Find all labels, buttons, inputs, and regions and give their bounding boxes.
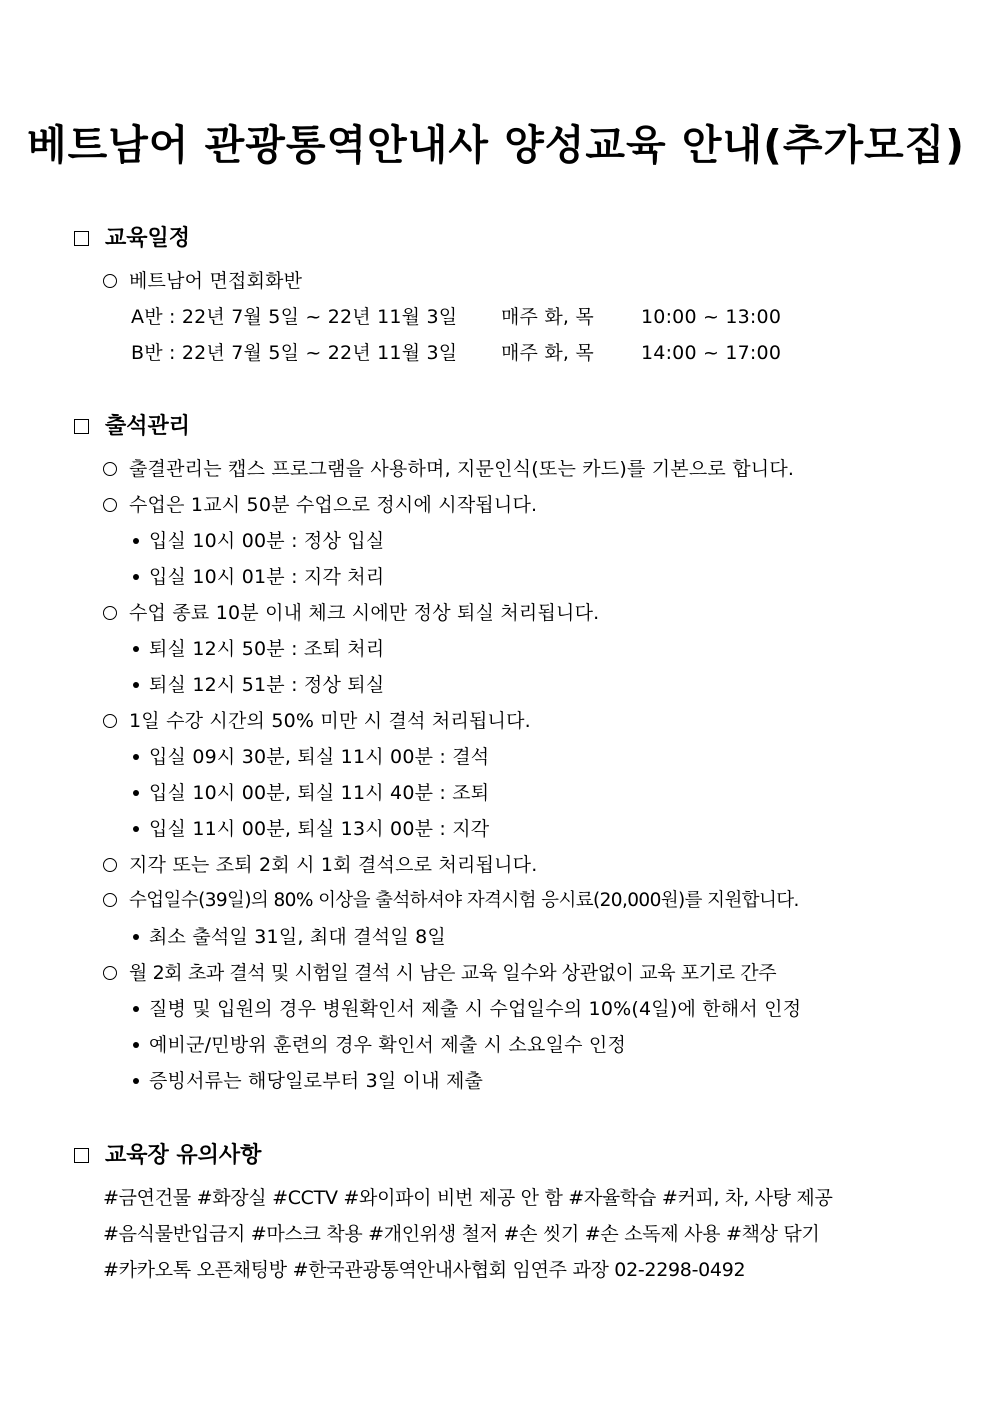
page-title: 베트남어 관광통역안내사 양성교육 안내(추가모집): [26, 121, 966, 169]
list-item-text: 증빙서류는 해당일로부터 3일 이내 제출: [149, 1070, 484, 1092]
list-item-text: 지각 또는 조퇴 2회 시 1회 결석으로 처리됩니다.: [129, 854, 538, 876]
hashtag-line: #금연건물 #화장실 #CCTV #와이파이 비번 제공 안 함 #자율학습 #커피, 차, 사탕 제공: [103, 1187, 833, 1209]
circle-bullet-icon: [103, 966, 117, 980]
checkbox-square-icon: [74, 419, 89, 434]
dot-bullet-icon: [133, 934, 139, 940]
section-title: 교육일정: [105, 226, 191, 251]
list-item-text: 입실 10시 01분 : 지각 처리: [149, 566, 385, 588]
list-item-text: 퇴실 12시 51분 : 정상 퇴실: [149, 674, 385, 696]
list-item: [103, 600, 599, 626]
hashtag-line: #카카오톡 오픈채팅방 #한국관광통역안내사협회 임연주 과장 02-2298-0492: [103, 1259, 746, 1281]
list-item-text: 입실 10시 00분, 퇴실 11시 40분 : 조퇴: [149, 782, 490, 804]
list-item: [103, 456, 794, 482]
section-heading-attendance: [74, 412, 190, 442]
list-item-text: 수업 종료 10분 이내 체크 시에만 정상 퇴실 처리됩니다.: [129, 602, 600, 624]
dot-bullet-icon: [133, 790, 139, 796]
dot-bullet-icon: [133, 1042, 139, 1048]
list-item-text: 입실 10시 00분 : 정상 입실: [149, 530, 385, 552]
list-item: [103, 960, 776, 986]
class-days: 매주 화, 목: [501, 306, 594, 328]
dot-bullet-icon: [133, 1078, 139, 1084]
list-item-text: 입실 09시 30분, 퇴실 11시 00분 : 결석: [149, 746, 490, 768]
class-name: B반 : 22년 7월 5일 ~ 22년 11월 3일: [131, 342, 458, 364]
class-days: 매주 화, 목: [501, 342, 594, 364]
circle-bullet-icon: [103, 714, 117, 728]
sub-list-item: [133, 1032, 626, 1058]
section-title: 출석관리: [105, 414, 191, 439]
list-item-text: 질병 및 입원의 경우 병원확인서 제출 시 수업일수의 10%(4일)에 한해서 인정: [149, 998, 802, 1020]
circle-bullet-icon: [103, 606, 117, 620]
list-item: [103, 852, 537, 878]
circle-bullet-icon: [103, 498, 117, 512]
sub-list-item: [133, 528, 384, 554]
class-row: [131, 304, 781, 330]
list-item: [103, 268, 302, 294]
circle-bullet-icon: [103, 274, 117, 288]
list-item: [103, 708, 531, 734]
dot-bullet-icon: [133, 826, 139, 832]
class-row: [131, 340, 781, 366]
list-item-text: 1일 수강 시간의 50% 미만 시 결석 처리됩니다.: [129, 710, 531, 732]
circle-bullet-icon: [103, 893, 117, 907]
dot-bullet-icon: [133, 574, 139, 580]
sub-list-item: [133, 816, 489, 842]
sub-list-item: [133, 744, 489, 770]
section-heading-notes: [74, 1141, 261, 1171]
list-item-text: 최소 출석일 31일, 최대 결석일 8일: [149, 926, 446, 948]
list-item-text: 퇴실 12시 50분 : 조퇴 처리: [149, 638, 385, 660]
class-time: 14:00 ~ 17:00: [641, 342, 782, 364]
sub-list-item: [133, 672, 384, 698]
class-name: A반 : 22년 7월 5일 ~ 22년 11월 3일: [131, 306, 458, 328]
sub-list-item: [133, 780, 489, 806]
hashtag-line: #음식물반입금지 #마스크 착용 #개인위생 철저 #손 씻기 #손 소독제 사용 #책상 닦기: [103, 1223, 820, 1245]
class-time: 10:00 ~ 13:00: [641, 306, 782, 328]
sub-list-item: [133, 996, 801, 1022]
dot-bullet-icon: [133, 682, 139, 688]
section-heading-schedule: [74, 224, 190, 254]
list-item-text: 수업은 1교시 50분 수업으로 정시에 시작됩니다.: [129, 494, 538, 516]
list-item-text: 예비군/민방위 훈련의 경우 확인서 제출 시 소요일수 인정: [149, 1034, 627, 1056]
dot-bullet-icon: [133, 646, 139, 652]
course-name: 베트남어 면접회화반: [129, 270, 303, 292]
list-item-text: 출결관리는 캡스 프로그램을 사용하며, 지문인식(또는 카드)를 기본으로 합니다.: [129, 458, 795, 480]
list-item-text: 수업일수(39일)의 80% 이상을 출석하셔야 자격시험 응시료(20,000원)를 지원합니다.: [129, 890, 799, 911]
dot-bullet-icon: [133, 754, 139, 760]
sub-list-item: [133, 564, 384, 590]
circle-bullet-icon: [103, 858, 117, 872]
list-item: [103, 888, 799, 914]
sub-list-item: [133, 1068, 483, 1094]
section-title: 교육장 유의사항: [105, 1143, 262, 1168]
dot-bullet-icon: [133, 1006, 139, 1012]
list-item: [103, 492, 537, 518]
sub-list-item: [133, 924, 446, 950]
list-item-text: 입실 11시 00분, 퇴실 13시 00분 : 지각: [149, 818, 490, 840]
checkbox-square-icon: [74, 1148, 89, 1163]
checkbox-square-icon: [74, 231, 89, 246]
sub-list-item: [133, 636, 384, 662]
list-item-text: 월 2회 초과 결석 및 시험일 결석 시 남은 교육 일수와 상관없이 교육 포기로 간주: [129, 962, 777, 984]
dot-bullet-icon: [133, 538, 139, 544]
circle-bullet-icon: [103, 462, 117, 476]
